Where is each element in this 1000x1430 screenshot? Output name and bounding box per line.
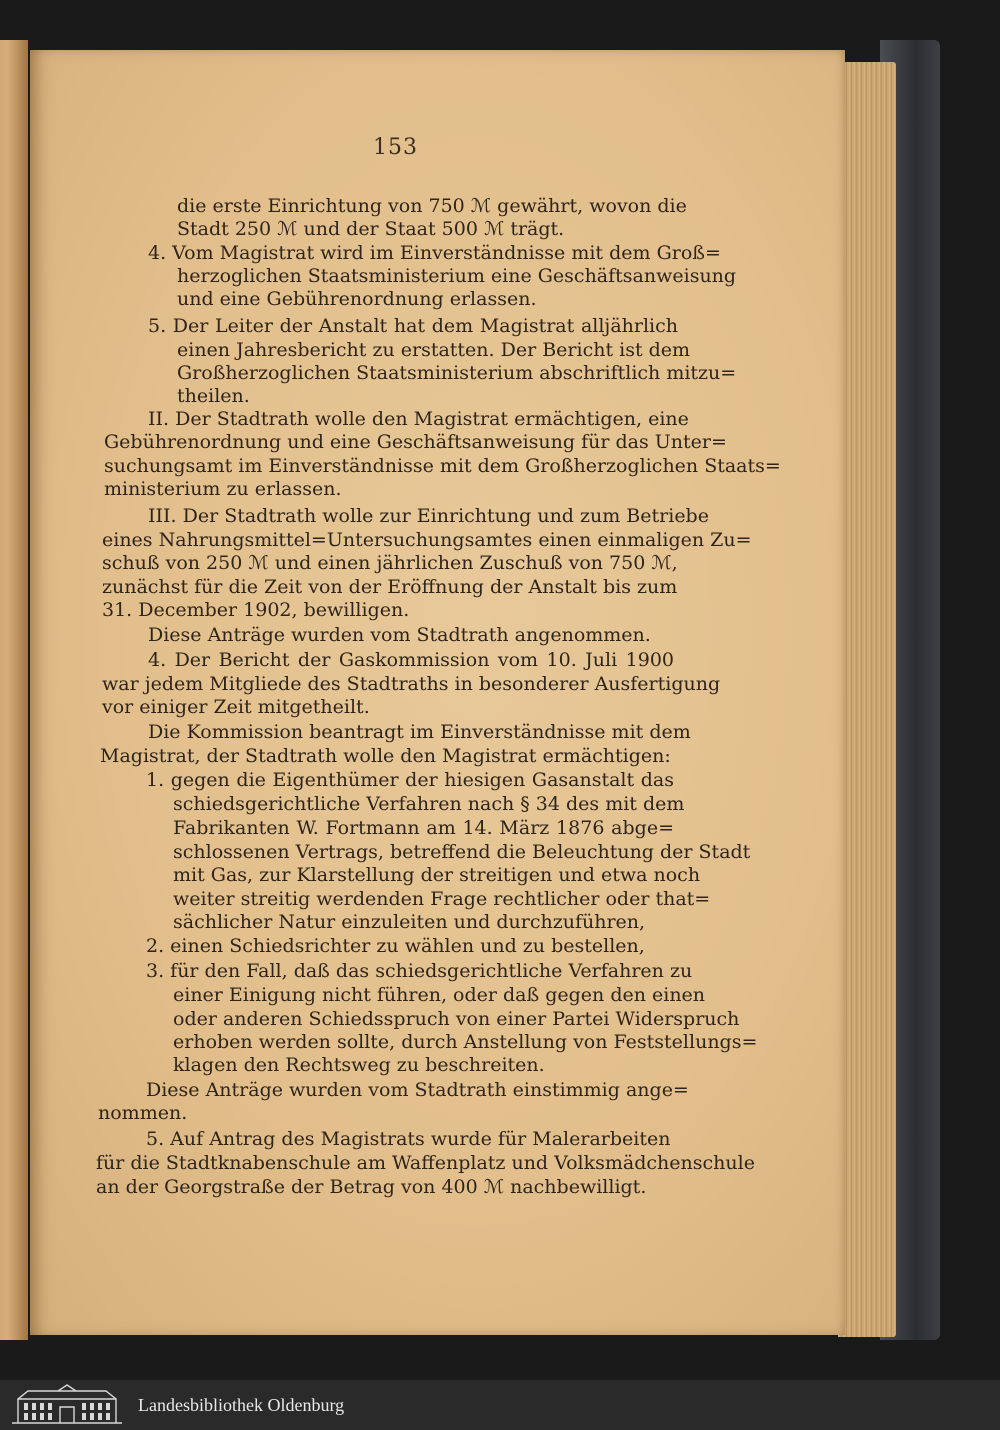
text-line: weiter streitig werdenden Frage rechtlicher oder that=	[173, 888, 711, 910]
text-line: Diese Anträge wurden vom Stadtrath angenommen.	[148, 624, 651, 646]
text-line: Großherzoglichen Staatsministerium abschriftlich mitzu=	[177, 362, 737, 384]
library-building-icon	[8, 1383, 126, 1427]
text-line: Diese Anträge wurden vom Stadtrath einstimmig ange=	[146, 1079, 689, 1101]
text-line: einer Einigung nicht führen, oder daß gegen den einen	[173, 984, 706, 1006]
text-line: theilen.	[177, 385, 250, 407]
text-line: schuß von 250 ℳ und einen jährlichen Zuschuß von 750 ℳ,	[102, 552, 678, 574]
text-line: sächlicher Natur einzuleiten und durchzuführen,	[173, 911, 646, 933]
text-line: erhoben werden sollte, durch Anstellung von Feststellungs=	[173, 1031, 758, 1053]
text-line: ministerium zu erlassen.	[104, 478, 342, 500]
text-line: oder anderen Schiedsspruch von einer Partei Widerspruch	[173, 1008, 740, 1030]
text-line: 2. einen Schiedsrichter zu wählen und zu bestellen,	[146, 935, 645, 957]
text-line: 1. gegen die Eigenthümer der hiesigen Gasanstalt das	[146, 769, 674, 791]
text-line: nommen.	[98, 1102, 188, 1124]
text-line: die erste Einrichtung von 750 ℳ gewährt, wovon die	[177, 195, 687, 217]
text-line: 4. Der Bericht der Gaskommission vom 10. Juli 1900	[148, 649, 674, 671]
text-line: 3. für den Fall, daß das schiedsgerichtliche Verfahren zu	[146, 960, 693, 982]
text-line: Fabrikanten W. Fortmann am 14. März 1876 abge=	[173, 817, 674, 839]
text-line: Die Kommission beantragt im Einverständnisse mit dem	[148, 721, 691, 743]
text-line: vor einiger Zeit mitgetheilt.	[102, 696, 370, 718]
text-line: zunächst für die Zeit von der Eröffnung der Anstalt bis zum	[102, 576, 678, 598]
footer-bar	[0, 1380, 1000, 1430]
text-line: herzoglichen Staatsministerium eine Geschäftsanweisung	[177, 265, 737, 287]
left-page-edge	[0, 40, 28, 1340]
text-line: schlossenen Vertrags, betreffend die Beleuchtung der Stadt	[173, 841, 751, 863]
page-number: 153	[373, 135, 418, 160]
text-line: an der Georgstraße der Betrag von 400 ℳ nachbewilligt.	[96, 1176, 647, 1198]
text-line: II. Der Stadtrath wolle den Magistrat ermächtigen, eine	[148, 408, 689, 430]
text-line: klagen den Rechtsweg zu beschreiten.	[173, 1054, 545, 1076]
library-name: Landesbibliothek Oldenburg	[138, 1394, 345, 1415]
text-line: schiedsgerichtliche Verfahren nach § 34 des mit dem	[173, 793, 685, 815]
text-line: Magistrat, der Stadtrath wolle den Magistrat ermächtigen:	[100, 745, 671, 767]
text-line: III. Der Stadtrath wolle zur Einrichtung und zum Betriebe	[148, 505, 709, 527]
text-line: eines Nahrungsmittel=Untersuchungsamtes einen einmaligen Zu=	[102, 529, 752, 551]
text-line: 5. Der Leiter der Anstalt hat dem Magistrat alljährlich	[148, 315, 678, 337]
text-line: 4. Vom Magistrat wird im Einverständnisse mit dem Groß=	[148, 242, 721, 264]
text-line: suchungsamt im Einverständnisse mit dem Großherzoglichen Staats=	[104, 455, 781, 477]
text-line: 31. December 1902, bewilligen.	[102, 599, 410, 621]
text-line: war jedem Mitgliede des Stadtraths in besonderer Ausfertigung	[102, 673, 721, 695]
text-line: einen Jahresbericht zu erstatten. Der Bericht ist dem	[177, 339, 691, 361]
text-line: und eine Gebührenordnung erlassen.	[177, 288, 537, 310]
text-line: mit Gas, zur Klarstellung der streitigen und etwa noch	[173, 864, 701, 886]
text-line: für die Stadtknabenschule am Waffenplatz und Volksmädchenschule	[96, 1152, 755, 1174]
text-line: Gebührenordnung und eine Geschäftsanweisung für das Unter=	[104, 431, 727, 453]
text-line: Stadt 250 ℳ und der Staat 500 ℳ trägt.	[177, 218, 565, 240]
text-line: 5. Auf Antrag des Magistrats wurde für Malerarbeiten	[146, 1128, 671, 1150]
page-edges	[838, 62, 896, 1337]
